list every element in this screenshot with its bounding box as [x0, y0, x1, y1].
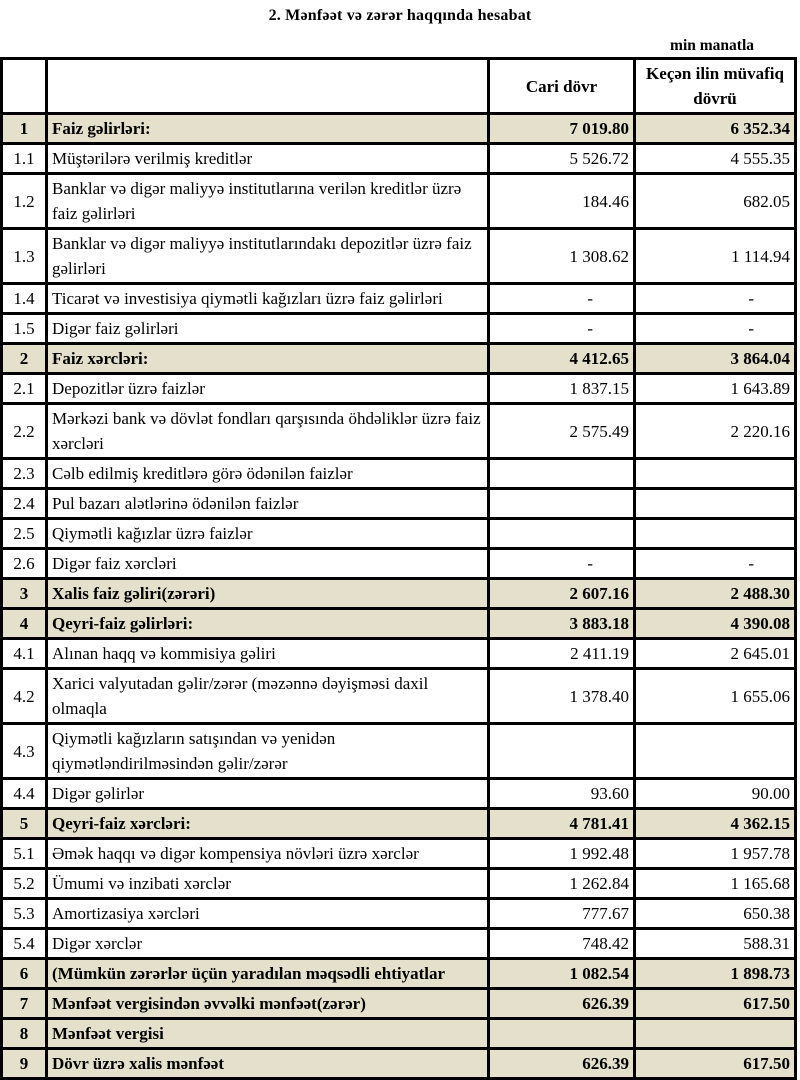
row-label: Faiz gəlirləri:	[47, 114, 489, 144]
table-row	[2, 314, 796, 344]
row-value-previous: 1 643.89	[635, 374, 796, 404]
row-number: 2.2	[2, 404, 47, 459]
row-value-current	[489, 459, 635, 489]
table-row	[2, 284, 796, 314]
row-value-current: 1 308.62	[489, 229, 635, 284]
row-value-current: 2 411.19	[489, 639, 635, 669]
table-row	[2, 989, 796, 1019]
row-number: 2.5	[2, 519, 47, 549]
row-label: Banklar və digər maliyyə institutlarındakı depozitlər üzrə faiz gəlirləri	[47, 229, 489, 284]
table-row	[2, 839, 796, 869]
row-label: Digər xərclər	[47, 929, 489, 959]
row-label: Qiymətli kağızların satışından və yenidən qiymətləndirilməsindən gəlir/zərər	[47, 724, 489, 779]
unit-label: min manatla	[670, 37, 754, 54]
row-label: Cəlb edilmiş kreditlərə görə ödənilən faizlər	[47, 459, 489, 489]
row-value-previous: 1 898.73	[635, 959, 796, 989]
row-label: Dövr üzrə xalis mənfəət	[47, 1049, 489, 1079]
row-value-previous: 2 645.01	[635, 639, 796, 669]
row-label: Banklar və digər maliyyə institutlarına verilən kreditlər üzrə faiz gəlirləri	[47, 174, 489, 229]
table-row	[2, 549, 796, 579]
row-label: Əmək haqqı və digər kompensiya növləri üzrə xərclər	[47, 839, 489, 869]
table-row	[2, 869, 796, 899]
row-number: 7	[2, 989, 47, 1019]
row-number: 1.4	[2, 284, 47, 314]
row-value-previous: 3 864.04	[635, 344, 796, 374]
row-label: Pul bazarı alətlərinə ödənilən faizlər	[47, 489, 489, 519]
col-header-description	[47, 59, 489, 114]
row-value-current: 4 781.41	[489, 809, 635, 839]
row-value-previous: 617.50	[635, 1049, 796, 1079]
row-value-current	[489, 724, 635, 779]
row-label: (Mümkün zərərlər üçün yaradılan məqsədli ehtiyatlar	[47, 959, 489, 989]
table-row	[2, 1049, 796, 1079]
row-number: 1.1	[2, 144, 47, 174]
row-label: Alınan haqq və kommisiya gəliri	[47, 639, 489, 669]
row-number: 4.3	[2, 724, 47, 779]
row-value-current: 626.39	[489, 1049, 635, 1079]
row-value-previous: 2 488.30	[635, 579, 796, 609]
row-value-previous: 1 165.68	[635, 869, 796, 899]
row-value-current: 184.46	[489, 174, 635, 229]
table-row	[2, 114, 796, 144]
row-number: 9	[2, 1049, 47, 1079]
row-label: Qiymətli kağızlar üzrə faizlər	[47, 519, 489, 549]
row-value-previous: 4 555.35	[635, 144, 796, 174]
row-number: 2.4	[2, 489, 47, 519]
row-number: 6	[2, 959, 47, 989]
row-number: 4.1	[2, 639, 47, 669]
row-value-previous: 682.05	[635, 174, 796, 229]
row-number: 5.4	[2, 929, 47, 959]
row-label: Ümumi və inzibati xərclər	[47, 869, 489, 899]
col-header-previous-period: Keçən ilin müvafiq dövrü	[635, 59, 796, 114]
row-value-previous	[635, 489, 796, 519]
table-row	[2, 609, 796, 639]
row-value-previous: 1 114.94	[635, 229, 796, 284]
row-label: Depozitlər üzrə faizlər	[47, 374, 489, 404]
corner-spacer	[2, 59, 47, 114]
row-number: 4	[2, 609, 47, 639]
table-row	[2, 669, 796, 724]
row-label: Mərkəzi bank və dövlət fondları qarşısında öhdəliklər üzrə faiz xərcləri	[47, 404, 489, 459]
table-row	[2, 779, 796, 809]
table-row	[2, 899, 796, 929]
row-number: 1	[2, 114, 47, 144]
table-row	[2, 374, 796, 404]
row-value-previous: 588.31	[635, 929, 796, 959]
row-label: Ticarət və investisiya qiymətli kağızları üzrə faiz gəlirləri	[47, 284, 489, 314]
row-value-current: 1 992.48	[489, 839, 635, 869]
row-value-current: 1 082.54	[489, 959, 635, 989]
table-row	[2, 144, 796, 174]
row-value-current: 626.39	[489, 989, 635, 1019]
row-number: 4.4	[2, 779, 47, 809]
table-row	[2, 459, 796, 489]
row-label: Digər faiz gəlirləri	[47, 314, 489, 344]
table-row	[2, 229, 796, 284]
row-value-previous	[635, 459, 796, 489]
row-number: 1.3	[2, 229, 47, 284]
table-row	[2, 344, 796, 374]
row-value-previous: 90.00	[635, 779, 796, 809]
table-row	[2, 489, 796, 519]
row-number: 2.6	[2, 549, 47, 579]
row-value-current	[489, 489, 635, 519]
row-number: 2	[2, 344, 47, 374]
row-number: 5.3	[2, 899, 47, 929]
row-value-previous: 4 390.08	[635, 609, 796, 639]
col-header-current-period: Cari dövr	[489, 59, 635, 114]
row-number: 1.2	[2, 174, 47, 229]
row-value-current: 7 019.80	[489, 114, 635, 144]
table-row	[2, 639, 796, 669]
row-value-current: 3 883.18	[489, 609, 635, 639]
row-value-previous: -	[635, 284, 796, 314]
row-value-current: -	[489, 549, 635, 579]
row-value-previous: 1 957.78	[635, 839, 796, 869]
row-value-previous: -	[635, 314, 796, 344]
table-row	[2, 404, 796, 459]
row-value-current: 2 575.49	[489, 404, 635, 459]
table-body	[2, 114, 796, 1079]
profit-loss-table	[0, 57, 797, 1080]
row-label: Müştərilərə verilmiş kreditlər	[47, 144, 489, 174]
row-value-current: 1 262.84	[489, 869, 635, 899]
row-value-current	[489, 519, 635, 549]
row-value-current: -	[489, 314, 635, 344]
row-value-previous: 6 352.34	[635, 114, 796, 144]
row-value-previous: 617.50	[635, 989, 796, 1019]
row-label: Mənfəət vergisindən əvvəlki mənfəət(zərər)	[47, 989, 489, 1019]
row-value-previous: -	[635, 549, 796, 579]
row-number: 5.1	[2, 839, 47, 869]
table-row	[2, 579, 796, 609]
table-row	[2, 959, 796, 989]
row-number: 2.3	[2, 459, 47, 489]
row-value-previous	[635, 724, 796, 779]
row-label: Xarici valyutadan gəlir/zərər (məzənnə dəyişməsi daxil olmaqla	[47, 669, 489, 724]
table-row	[2, 929, 796, 959]
table-row	[2, 519, 796, 549]
row-value-current: 93.60	[489, 779, 635, 809]
row-number: 1.5	[2, 314, 47, 344]
row-number: 3	[2, 579, 47, 609]
row-number: 4.2	[2, 669, 47, 724]
row-number: 2.1	[2, 374, 47, 404]
row-value-current: -	[489, 284, 635, 314]
table-row	[2, 1019, 796, 1049]
row-value-previous: 2 220.16	[635, 404, 796, 459]
row-value-current: 777.67	[489, 899, 635, 929]
row-value-current	[489, 1019, 635, 1049]
table-row	[2, 724, 796, 779]
row-value-current: 4 412.65	[489, 344, 635, 374]
row-label: Mənfəət vergisi	[47, 1019, 489, 1049]
table-row	[2, 809, 796, 839]
row-number: 8	[2, 1019, 47, 1049]
row-value-previous	[635, 1019, 796, 1049]
row-label: Digər gəlirlər	[47, 779, 489, 809]
row-label: Digər faiz xərcləri	[47, 549, 489, 579]
row-number: 5.2	[2, 869, 47, 899]
row-label: Faiz xərcləri:	[47, 344, 489, 374]
row-value-previous: 4 362.15	[635, 809, 796, 839]
row-label: Qeyri-faiz xərcləri:	[47, 809, 489, 839]
row-value-current: 1 378.40	[489, 669, 635, 724]
row-value-previous	[635, 519, 796, 549]
table-row	[2, 174, 796, 229]
row-label: Qeyri-faiz gəlirləri:	[47, 609, 489, 639]
row-value-previous: 650.38	[635, 899, 796, 929]
header-row	[2, 59, 796, 114]
row-value-current: 5 526.72	[489, 144, 635, 174]
row-label: Amortizasiya xərcləri	[47, 899, 489, 929]
row-label: Xalis faiz gəliri(zərəri)	[47, 579, 489, 609]
row-number: 5	[2, 809, 47, 839]
row-value-previous: 1 655.06	[635, 669, 796, 724]
report-title: 2. Mənfəət və zərər haqqında hesabat	[268, 7, 532, 24]
row-value-current: 748.42	[489, 929, 635, 959]
row-value-current: 1 837.15	[489, 374, 635, 404]
row-value-current: 2 607.16	[489, 579, 635, 609]
